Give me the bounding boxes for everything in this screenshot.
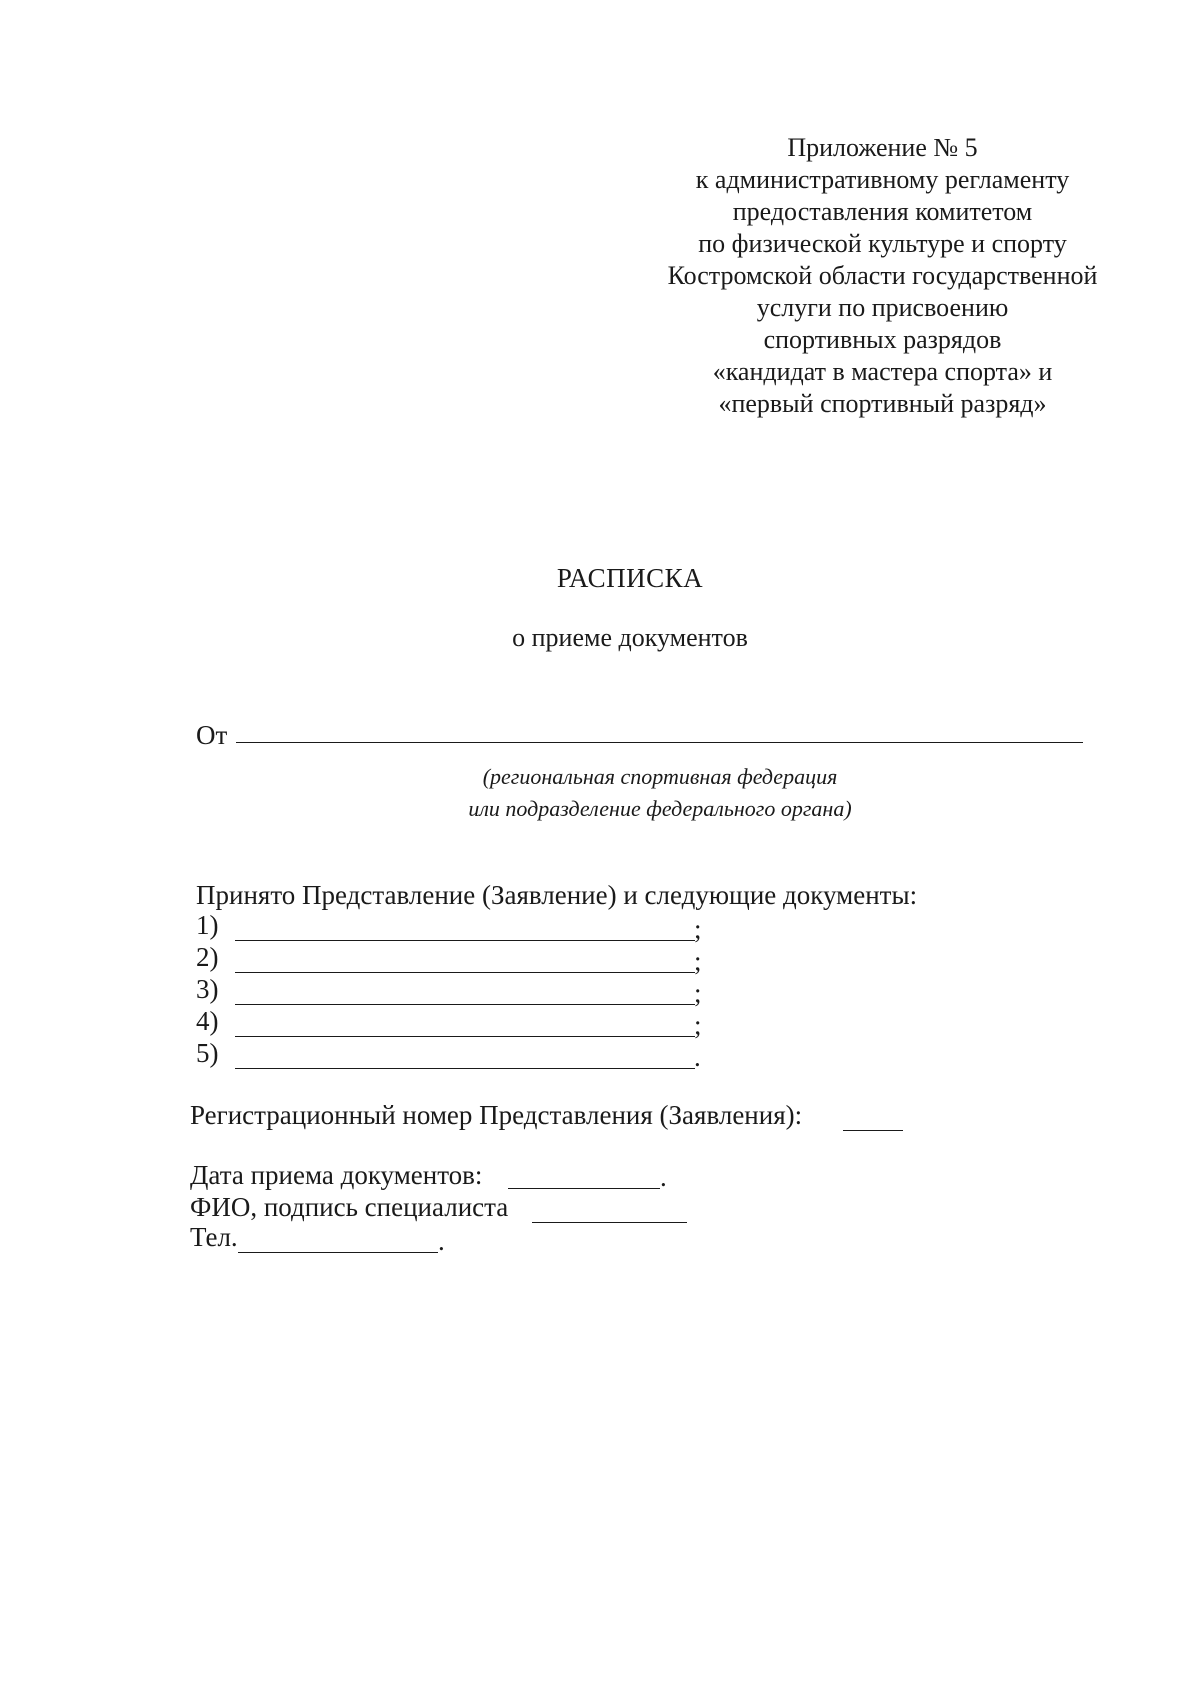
item-end-punct: ; [694, 914, 702, 944]
item-end-punct: ; [694, 946, 702, 976]
document-title: РАСПИСКА [556, 563, 704, 593]
item-number: 3) [196, 974, 219, 1004]
item-number: 2) [196, 942, 219, 972]
document-subtitle: о приеме документов [512, 623, 748, 652]
registration-fill-line[interactable] [843, 1130, 903, 1131]
item-end-punct: ; [694, 978, 702, 1008]
appendix-line: предоставления комитетом [732, 197, 1033, 226]
appendix-line: услуги по присвоению [756, 293, 1009, 322]
appendix-line: к административному регламенту [695, 165, 1070, 194]
from-fill-line[interactable] [236, 742, 1083, 743]
appendix-line: спортивных разрядов [763, 325, 1002, 354]
specialist-fill-line[interactable] [532, 1222, 687, 1223]
appendix-line: «первый спортивный разряд» [718, 389, 1047, 418]
appendix-line: по физической культуре и спорту [698, 229, 1067, 258]
item-end-punct: . [694, 1042, 701, 1072]
item-number: 1) [196, 910, 219, 940]
phone-fill-line[interactable] [238, 1252, 438, 1253]
item-fill-line[interactable] [235, 972, 695, 973]
registration-label: Регистрационный номер Представления (Заявления): [190, 1100, 803, 1130]
appendix-line: Костромской области государственной [667, 261, 1098, 290]
from-hint-line-1: (региональная спортивная федерация [482, 764, 838, 789]
date-end-punct: . [660, 1162, 667, 1192]
accepted-heading: Принято Представление (Заявление) и следующие документы: [196, 880, 918, 910]
phone-end-punct: . [438, 1226, 445, 1256]
item-fill-line[interactable] [235, 1036, 695, 1037]
item-fill-line[interactable] [235, 1068, 695, 1069]
item-number: 4) [196, 1006, 219, 1036]
specialist-label: ФИО, подпись специалиста [190, 1192, 509, 1222]
date-label: Дата приема документов: [190, 1160, 483, 1190]
date-fill-line[interactable] [508, 1188, 660, 1189]
item-number: 5) [196, 1038, 219, 1068]
from-hint-line-2: или подразделение федерального органа) [468, 796, 852, 821]
item-end-punct: ; [694, 1010, 702, 1040]
appendix-line: Приложение № 5 [787, 133, 978, 162]
appendix-header [620, 132, 1145, 420]
appendix-line: «кандидат в мастера спорта» и [712, 357, 1053, 386]
item-fill-line[interactable] [235, 940, 695, 941]
from-label: От [196, 720, 228, 750]
item-fill-line[interactable] [235, 1004, 695, 1005]
phone-label: Тел. [190, 1222, 238, 1252]
